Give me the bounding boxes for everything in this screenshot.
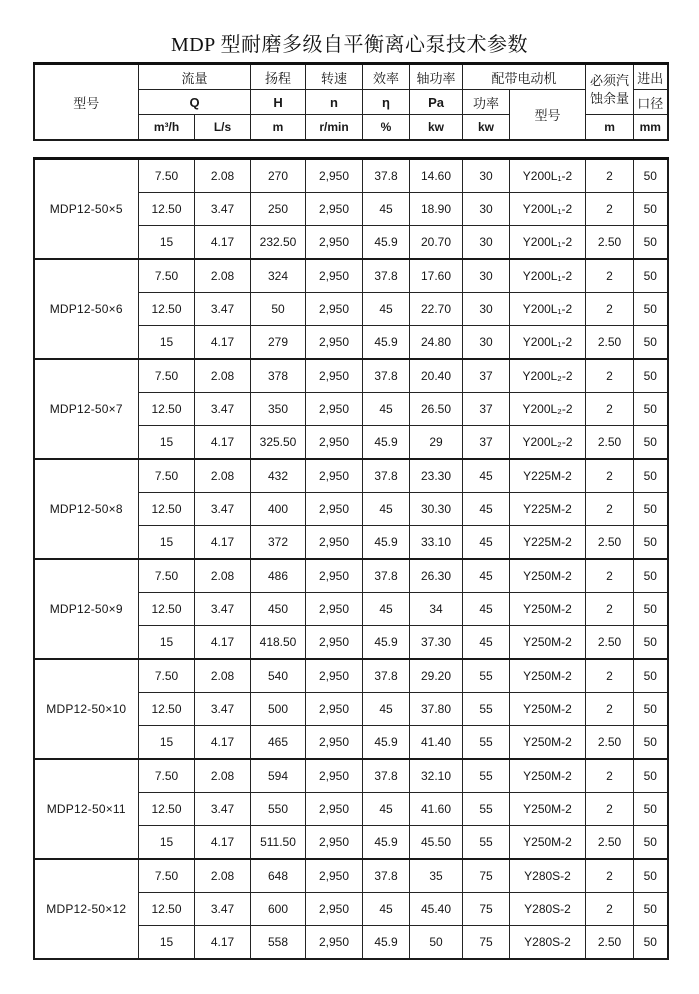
table-row — [34, 759, 668, 793]
cell-flow-m3h: 7.50 — [139, 259, 195, 293]
cell-eff-pct: 45 — [363, 393, 410, 426]
cell-npsh-m: 2 — [586, 193, 634, 226]
cell-motor-model: Y200L₁-2 — [510, 326, 586, 360]
cell-speed-rmin: 2,950 — [306, 826, 363, 860]
cell-motor-kw: 45 — [463, 526, 510, 560]
cell-flow-ls: 2.08 — [195, 259, 251, 293]
cell-motor-kw: 30 — [463, 259, 510, 293]
cell-shaft-kw: 29.20 — [410, 659, 463, 693]
cell-pump-model: MDP12-50×8 — [34, 459, 139, 559]
unit-dia-mm: mm — [634, 115, 668, 141]
cell-head-m: 324 — [251, 259, 306, 293]
cell-speed-rmin: 2,950 — [306, 793, 363, 826]
cell-head-m: 432 — [251, 459, 306, 493]
cell-shaft-kw: 20.40 — [410, 359, 463, 393]
table-row — [34, 359, 668, 393]
cell-shaft-kw: 26.50 — [410, 393, 463, 426]
cell-motor-model: Y225M-2 — [510, 526, 586, 560]
cell-eff-pct: 37.8 — [363, 859, 410, 893]
cell-motor-kw: 45 — [463, 493, 510, 526]
cell-head-m: 600 — [251, 893, 306, 926]
cell-head-m: 550 — [251, 793, 306, 826]
cell-speed-rmin: 2,950 — [306, 426, 363, 460]
cell-flow-m3h: 15 — [139, 926, 195, 960]
cell-eff-pct: 45.9 — [363, 526, 410, 560]
cell-motor-model: Y250M-2 — [510, 626, 586, 660]
cell-speed-rmin: 2,950 — [306, 593, 363, 626]
cell-speed-rmin: 2,950 — [306, 859, 363, 893]
cell-motor-model: Y200L₁-2 — [510, 226, 586, 260]
cell-flow-ls: 3.47 — [195, 293, 251, 326]
cell-motor-model: Y200L₁-2 — [510, 259, 586, 293]
cell-motor-model: Y250M-2 — [510, 593, 586, 626]
cell-dia-mm: 50 — [634, 759, 668, 793]
cell-motor-kw: 45 — [463, 459, 510, 493]
cell-motor-kw: 37 — [463, 393, 510, 426]
cell-flow-m3h: 7.50 — [139, 159, 195, 193]
header-motor-power: 功率 — [463, 90, 510, 115]
cell-flow-ls: 2.08 — [195, 559, 251, 593]
header-head: 扬程 — [251, 64, 306, 90]
header-flow-symbol: Q — [139, 90, 251, 115]
cell-flow-ls: 4.17 — [195, 626, 251, 660]
cell-dia-mm: 50 — [634, 793, 668, 826]
cell-flow-m3h: 7.50 — [139, 359, 195, 393]
cell-motor-model: Y250M-2 — [510, 759, 586, 793]
cell-speed-rmin: 2,950 — [306, 726, 363, 760]
cell-flow-m3h: 7.50 — [139, 759, 195, 793]
cell-shaft-kw: 17.60 — [410, 259, 463, 293]
cell-motor-kw: 30 — [463, 326, 510, 360]
spec-body-table — [33, 157, 669, 960]
cell-eff-pct: 37.8 — [363, 359, 410, 393]
cell-head-m: 400 — [251, 493, 306, 526]
cell-shaft-kw: 33.10 — [410, 526, 463, 560]
cell-shaft-kw: 41.60 — [410, 793, 463, 826]
cell-npsh-m: 2.50 — [586, 226, 634, 260]
cell-dia-mm: 50 — [634, 193, 668, 226]
cell-dia-mm: 50 — [634, 226, 668, 260]
header-efficiency-symbol: η — [363, 90, 410, 115]
cell-dia-mm: 50 — [634, 726, 668, 760]
cell-eff-pct: 45 — [363, 793, 410, 826]
cell-eff-pct: 45.9 — [363, 726, 410, 760]
cell-speed-rmin: 2,950 — [306, 459, 363, 493]
cell-eff-pct: 37.8 — [363, 159, 410, 193]
cell-eff-pct: 37.8 — [363, 759, 410, 793]
cell-flow-ls: 4.17 — [195, 826, 251, 860]
cell-pump-model: MDP12-50×7 — [34, 359, 139, 459]
cell-dia-mm: 50 — [634, 326, 668, 360]
cell-flow-ls: 3.47 — [195, 193, 251, 226]
cell-eff-pct: 45 — [363, 593, 410, 626]
cell-dia-mm: 50 — [634, 693, 668, 726]
cell-dia-mm: 50 — [634, 559, 668, 593]
cell-eff-pct: 45 — [363, 493, 410, 526]
cell-motor-model: Y250M-2 — [510, 559, 586, 593]
cell-flow-m3h: 15 — [139, 626, 195, 660]
cell-flow-ls: 2.08 — [195, 759, 251, 793]
cell-shaft-kw: 37.30 — [410, 626, 463, 660]
unit-speed-rmin: r/min — [306, 115, 363, 141]
cell-eff-pct: 45 — [363, 693, 410, 726]
unit-motor-kw: kw — [463, 115, 510, 141]
cell-flow-ls: 3.47 — [195, 693, 251, 726]
cell-motor-kw: 55 — [463, 793, 510, 826]
cell-flow-ls: 2.08 — [195, 359, 251, 393]
cell-shaft-kw: 45.40 — [410, 893, 463, 926]
cell-shaft-kw: 14.60 — [410, 159, 463, 193]
cell-eff-pct: 45.9 — [363, 826, 410, 860]
cell-pump-model: MDP12-50×10 — [34, 659, 139, 759]
cell-shaft-kw: 22.70 — [410, 293, 463, 326]
cell-flow-m3h: 7.50 — [139, 459, 195, 493]
cell-motor-kw: 37 — [463, 426, 510, 460]
cell-flow-m3h: 12.50 — [139, 193, 195, 226]
cell-dia-mm: 50 — [634, 459, 668, 493]
cell-speed-rmin: 2,950 — [306, 226, 363, 260]
cell-flow-m3h: 12.50 — [139, 793, 195, 826]
cell-npsh-m: 2 — [586, 859, 634, 893]
cell-pump-model: MDP12-50×5 — [34, 159, 139, 260]
cell-npsh-m: 2 — [586, 393, 634, 426]
cell-flow-m3h: 12.50 — [139, 893, 195, 926]
cell-dia-mm: 50 — [634, 626, 668, 660]
cell-npsh-m: 2 — [586, 893, 634, 926]
cell-motor-kw: 75 — [463, 893, 510, 926]
cell-flow-m3h: 15 — [139, 426, 195, 460]
cell-motor-kw: 55 — [463, 826, 510, 860]
cell-eff-pct: 45.9 — [363, 226, 410, 260]
cell-head-m: 450 — [251, 593, 306, 626]
spec-header-table — [33, 62, 669, 141]
cell-flow-ls: 4.17 — [195, 526, 251, 560]
cell-speed-rmin: 2,950 — [306, 259, 363, 293]
unit-head-m: m — [251, 115, 306, 141]
cell-flow-m3h: 7.50 — [139, 559, 195, 593]
header-inout: 进出 — [634, 64, 668, 90]
table-container — [33, 62, 667, 960]
cell-head-m: 594 — [251, 759, 306, 793]
cell-speed-rmin: 2,950 — [306, 393, 363, 426]
cell-speed-rmin: 2,950 — [306, 359, 363, 393]
cell-eff-pct: 45.9 — [363, 326, 410, 360]
cell-speed-rmin: 2,950 — [306, 493, 363, 526]
header-motor-model: 型号 — [510, 90, 586, 141]
unit-npsh-m: m — [586, 115, 634, 141]
cell-eff-pct: 37.8 — [363, 259, 410, 293]
spec-body-rows — [34, 159, 668, 960]
cell-motor-kw: 45 — [463, 626, 510, 660]
cell-motor-model: Y200L₂-2 — [510, 426, 586, 460]
cell-motor-kw: 30 — [463, 159, 510, 193]
cell-speed-rmin: 2,950 — [306, 559, 363, 593]
cell-dia-mm: 50 — [634, 493, 668, 526]
cell-dia-mm: 50 — [634, 659, 668, 693]
cell-speed-rmin: 2,950 — [306, 626, 363, 660]
cell-dia-mm: 50 — [634, 259, 668, 293]
cell-head-m: 486 — [251, 559, 306, 593]
header-row-1 — [34, 64, 668, 90]
cell-motor-kw: 37 — [463, 359, 510, 393]
cell-motor-kw: 45 — [463, 593, 510, 626]
header-model: 型号 — [34, 64, 139, 141]
cell-head-m: 250 — [251, 193, 306, 226]
cell-flow-m3h: 15 — [139, 726, 195, 760]
cell-shaft-kw: 34 — [410, 593, 463, 626]
cell-pump-model: MDP12-50×11 — [34, 759, 139, 859]
header-motor: 配带电动机 — [463, 64, 586, 90]
unit-flow-m3h: m³/h — [139, 115, 195, 141]
cell-dia-mm: 50 — [634, 159, 668, 193]
cell-shaft-kw: 41.40 — [410, 726, 463, 760]
cell-npsh-m: 2.50 — [586, 426, 634, 460]
header-npsh: 必须汽蚀余量 — [586, 64, 634, 115]
cell-motor-model: Y250M-2 — [510, 726, 586, 760]
cell-npsh-m: 2 — [586, 359, 634, 393]
cell-eff-pct: 45.9 — [363, 926, 410, 960]
cell-pump-model: MDP12-50×6 — [34, 259, 139, 359]
cell-motor-model: Y200L₁-2 — [510, 193, 586, 226]
cell-head-m: 232.50 — [251, 226, 306, 260]
cell-flow-ls: 4.17 — [195, 926, 251, 960]
cell-head-m: 378 — [251, 359, 306, 393]
cell-motor-model: Y200L₁-2 — [510, 293, 586, 326]
cell-npsh-m: 2 — [586, 593, 634, 626]
cell-head-m: 50 — [251, 293, 306, 326]
header-diameter: 口径 — [634, 90, 668, 115]
cell-flow-ls: 3.47 — [195, 793, 251, 826]
cell-flow-ls: 4.17 — [195, 326, 251, 360]
cell-head-m: 500 — [251, 693, 306, 726]
cell-npsh-m: 2 — [586, 259, 634, 293]
cell-eff-pct: 45 — [363, 193, 410, 226]
cell-motor-model: Y250M-2 — [510, 659, 586, 693]
cell-eff-pct: 37.8 — [363, 659, 410, 693]
cell-flow-ls: 4.17 — [195, 226, 251, 260]
cell-npsh-m: 2 — [586, 659, 634, 693]
header-speed: 转速 — [306, 64, 363, 90]
cell-flow-ls: 3.47 — [195, 393, 251, 426]
cell-motor-kw: 55 — [463, 726, 510, 760]
cell-motor-model: Y250M-2 — [510, 693, 586, 726]
unit-flow-ls: L/s — [195, 115, 251, 141]
cell-pump-model: MDP12-50×9 — [34, 559, 139, 659]
cell-npsh-m: 2.50 — [586, 326, 634, 360]
cell-dia-mm: 50 — [634, 359, 668, 393]
cell-motor-model: Y280S-2 — [510, 859, 586, 893]
cell-flow-m3h: 12.50 — [139, 693, 195, 726]
cell-head-m: 418.50 — [251, 626, 306, 660]
unit-eff-pct: % — [363, 115, 410, 141]
cell-eff-pct: 45.9 — [363, 426, 410, 460]
cell-shaft-kw: 20.70 — [410, 226, 463, 260]
cell-flow-ls: 4.17 — [195, 426, 251, 460]
header-shaft-symbol: Pa — [410, 90, 463, 115]
cell-npsh-m: 2.50 — [586, 626, 634, 660]
cell-flow-m3h: 12.50 — [139, 393, 195, 426]
cell-head-m: 558 — [251, 926, 306, 960]
cell-flow-m3h: 12.50 — [139, 293, 195, 326]
cell-eff-pct: 45 — [363, 293, 410, 326]
cell-flow-m3h: 12.50 — [139, 493, 195, 526]
cell-head-m: 540 — [251, 659, 306, 693]
cell-flow-ls: 3.47 — [195, 593, 251, 626]
cell-motor-model: Y200L₂-2 — [510, 359, 586, 393]
cell-pump-model: MDP12-50×12 — [34, 859, 139, 959]
cell-flow-m3h: 12.50 — [139, 593, 195, 626]
cell-speed-rmin: 2,950 — [306, 659, 363, 693]
cell-speed-rmin: 2,950 — [306, 893, 363, 926]
cell-motor-kw: 55 — [463, 659, 510, 693]
cell-flow-ls: 2.08 — [195, 859, 251, 893]
cell-flow-ls: 2.08 — [195, 159, 251, 193]
cell-flow-ls: 3.47 — [195, 493, 251, 526]
header-efficiency: 效率 — [363, 64, 410, 90]
cell-eff-pct: 45 — [363, 893, 410, 926]
cell-shaft-kw: 24.80 — [410, 326, 463, 360]
cell-dia-mm: 50 — [634, 593, 668, 626]
cell-motor-model: Y225M-2 — [510, 493, 586, 526]
cell-shaft-kw: 29 — [410, 426, 463, 460]
cell-dia-mm: 50 — [634, 826, 668, 860]
header-flow: 流量 — [139, 64, 251, 90]
cell-motor-kw: 30 — [463, 193, 510, 226]
unit-shaft-kw: kw — [410, 115, 463, 141]
table-row — [34, 559, 668, 593]
cell-motor-model: Y225M-2 — [510, 459, 586, 493]
cell-dia-mm: 50 — [634, 893, 668, 926]
cell-flow-m3h: 15 — [139, 226, 195, 260]
cell-flow-ls: 2.08 — [195, 459, 251, 493]
cell-head-m: 279 — [251, 326, 306, 360]
cell-dia-mm: 50 — [634, 393, 668, 426]
cell-head-m: 372 — [251, 526, 306, 560]
cell-npsh-m: 2 — [586, 559, 634, 593]
cell-head-m: 350 — [251, 393, 306, 426]
cell-flow-m3h: 7.50 — [139, 659, 195, 693]
table-row — [34, 859, 668, 893]
cell-shaft-kw: 50 — [410, 926, 463, 960]
cell-speed-rmin: 2,950 — [306, 326, 363, 360]
cell-motor-model: Y250M-2 — [510, 793, 586, 826]
cell-motor-model: Y200L₂-2 — [510, 393, 586, 426]
cell-eff-pct: 45.9 — [363, 626, 410, 660]
cell-motor-kw: 75 — [463, 926, 510, 960]
cell-shaft-kw: 37.80 — [410, 693, 463, 726]
header-head-symbol: H — [251, 90, 306, 115]
cell-motor-kw: 45 — [463, 559, 510, 593]
cell-head-m: 648 — [251, 859, 306, 893]
cell-dia-mm: 50 — [634, 926, 668, 960]
cell-flow-m3h: 15 — [139, 326, 195, 360]
cell-dia-mm: 50 — [634, 526, 668, 560]
cell-dia-mm: 50 — [634, 293, 668, 326]
cell-speed-rmin: 2,950 — [306, 526, 363, 560]
table-row — [34, 459, 668, 493]
cell-head-m: 465 — [251, 726, 306, 760]
cell-motor-model: Y280S-2 — [510, 926, 586, 960]
cell-head-m: 270 — [251, 159, 306, 193]
cell-npsh-m: 2 — [586, 293, 634, 326]
cell-dia-mm: 50 — [634, 859, 668, 893]
cell-npsh-m: 2 — [586, 793, 634, 826]
cell-npsh-m: 2.50 — [586, 726, 634, 760]
cell-npsh-m: 2.50 — [586, 826, 634, 860]
cell-speed-rmin: 2,950 — [306, 193, 363, 226]
cell-npsh-m: 2 — [586, 693, 634, 726]
cell-speed-rmin: 2,950 — [306, 293, 363, 326]
page-title: MDP 型耐磨多级自平衡离心泵技术参数 — [170, 34, 529, 56]
cell-eff-pct: 37.8 — [363, 459, 410, 493]
cell-motor-kw: 55 — [463, 759, 510, 793]
cell-npsh-m: 2 — [586, 459, 634, 493]
cell-motor-model: Y200L₁-2 — [510, 159, 586, 193]
cell-speed-rmin: 2,950 — [306, 759, 363, 793]
cell-speed-rmin: 2,950 — [306, 693, 363, 726]
cell-head-m: 511.50 — [251, 826, 306, 860]
cell-motor-kw: 30 — [463, 226, 510, 260]
cell-dia-mm: 50 — [634, 426, 668, 460]
cell-shaft-kw: 23.30 — [410, 459, 463, 493]
cell-flow-m3h: 15 — [139, 826, 195, 860]
cell-shaft-kw: 45.50 — [410, 826, 463, 860]
cell-npsh-m: 2 — [586, 159, 634, 193]
cell-npsh-m: 2 — [586, 493, 634, 526]
cell-shaft-kw: 35 — [410, 859, 463, 893]
table-row — [34, 659, 668, 693]
cell-shaft-kw: 30.30 — [410, 493, 463, 526]
cell-flow-m3h: 15 — [139, 526, 195, 560]
table-row — [34, 259, 668, 293]
cell-motor-model: Y280S-2 — [510, 893, 586, 926]
header-speed-symbol: n — [306, 90, 363, 115]
cell-npsh-m: 2 — [586, 759, 634, 793]
cell-flow-ls: 4.17 — [195, 726, 251, 760]
cell-speed-rmin: 2,950 — [306, 926, 363, 960]
cell-npsh-m: 2.50 — [586, 526, 634, 560]
cell-motor-kw: 75 — [463, 859, 510, 893]
cell-eff-pct: 37.8 — [363, 559, 410, 593]
cell-shaft-kw: 26.30 — [410, 559, 463, 593]
table-row — [34, 159, 668, 193]
cell-flow-m3h: 7.50 — [139, 859, 195, 893]
cell-motor-model: Y250M-2 — [510, 826, 586, 860]
header-shaft-power: 轴功率 — [410, 64, 463, 90]
cell-shaft-kw: 18.90 — [410, 193, 463, 226]
cell-flow-ls: 3.47 — [195, 893, 251, 926]
cell-motor-kw: 30 — [463, 293, 510, 326]
cell-shaft-kw: 32.10 — [410, 759, 463, 793]
cell-npsh-m: 2.50 — [586, 926, 634, 960]
cell-flow-ls: 2.08 — [195, 659, 251, 693]
cell-head-m: 325.50 — [251, 426, 306, 460]
cell-speed-rmin: 2,950 — [306, 159, 363, 193]
cell-motor-kw: 55 — [463, 693, 510, 726]
